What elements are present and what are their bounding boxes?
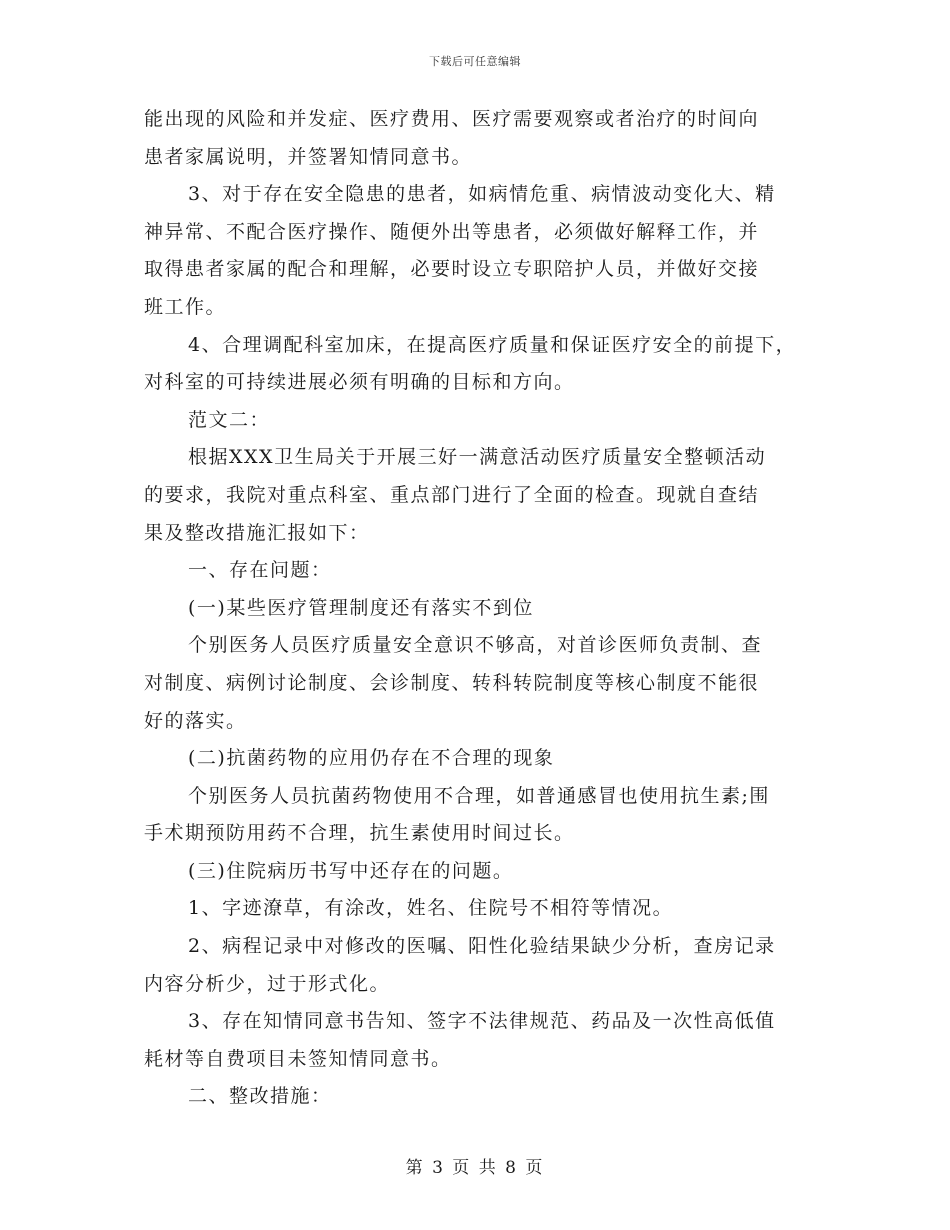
subsection-heading: (二)抗菌药物的应用仍存在不合理的现象 [188, 747, 555, 770]
subsection-heading: (一)某些医疗管理制度还有落实不到位 [188, 596, 534, 619]
text-line: 3、对于存在安全隐患的患者，如病情危重、病情波动变化大、精 [188, 183, 776, 206]
text-line: 3、存在知情同意书告知、签字不法律规范、药品及一次性高低值 [188, 1010, 776, 1033]
text-line: 果及整改措施汇报如下： [144, 521, 370, 544]
page-header: 下载后可任意编辑 [429, 55, 521, 68]
text-line: 个别医务人员抗菌药物使用不合理，如普通感冒也使用抗生素;围 [188, 784, 770, 807]
text-line: 1、字迹潦草，有涂改，姓名、住院号不相符等情况。 [188, 897, 674, 920]
text-line: 个别医务人员医疗质量安全意识不够高，对首诊医师负责制、查 [188, 634, 763, 657]
text-line: 神异常、不配合医疗操作、随便外出等患者，必须做好解释工作，并 [144, 220, 760, 243]
text-line: 耗材等自费项目未签知情同意书。 [144, 1047, 452, 1070]
section-heading: 范文二： [188, 408, 271, 431]
text-line: 的要求，我院对重点科室、重点部门进行了全面的检查。现就自查结 [144, 483, 760, 506]
section-heading: 一、存在问题： [188, 559, 332, 582]
text-line: 根据XXX卫生局关于开展三好一满意活动医疗质量安全整顿活动 [188, 446, 767, 469]
text-line: 内容分析少，过于形式化。 [144, 972, 391, 995]
text-line: 手术期预防用药不合理，抗生素使用时间过长。 [144, 822, 575, 845]
text-line: 能出现的风险和并发症、医疗费用、医疗需要观察或者治疗的时间向 [144, 108, 760, 130]
text-line: 4、合理调配科室加床，在提高医疗质量和保证医疗安全的前提下， [188, 333, 797, 356]
text-line: 好的落实。 [144, 709, 247, 732]
text-line: 2、病程记录中对修改的医嘱、阳性化验结果缺少分析，查房记录 [188, 935, 776, 958]
text-line: 班工作。 [144, 295, 227, 318]
section-heading: 二、整改措施： [188, 1085, 332, 1108]
text-line: 对科室的可持续进展必须有明确的目标和方向。 [144, 371, 575, 394]
text-line: 对制度、病例讨论制度、会诊制度、转科转院制度等核心制度不能很 [144, 671, 760, 694]
text-line: 取得患者家属的配合和理解，必要时设立专职陪护人员，并做好交接 [144, 258, 760, 281]
subsection-heading: (三)住院病历书写中还存在的问题。 [188, 859, 514, 882]
text-line: 患者家属说明，并签署知情同意书。 [144, 145, 473, 168]
document-body [144, 101, 816, 1116]
page-number-footer: 第 3 页 共 8 页 [405, 1158, 545, 1178]
